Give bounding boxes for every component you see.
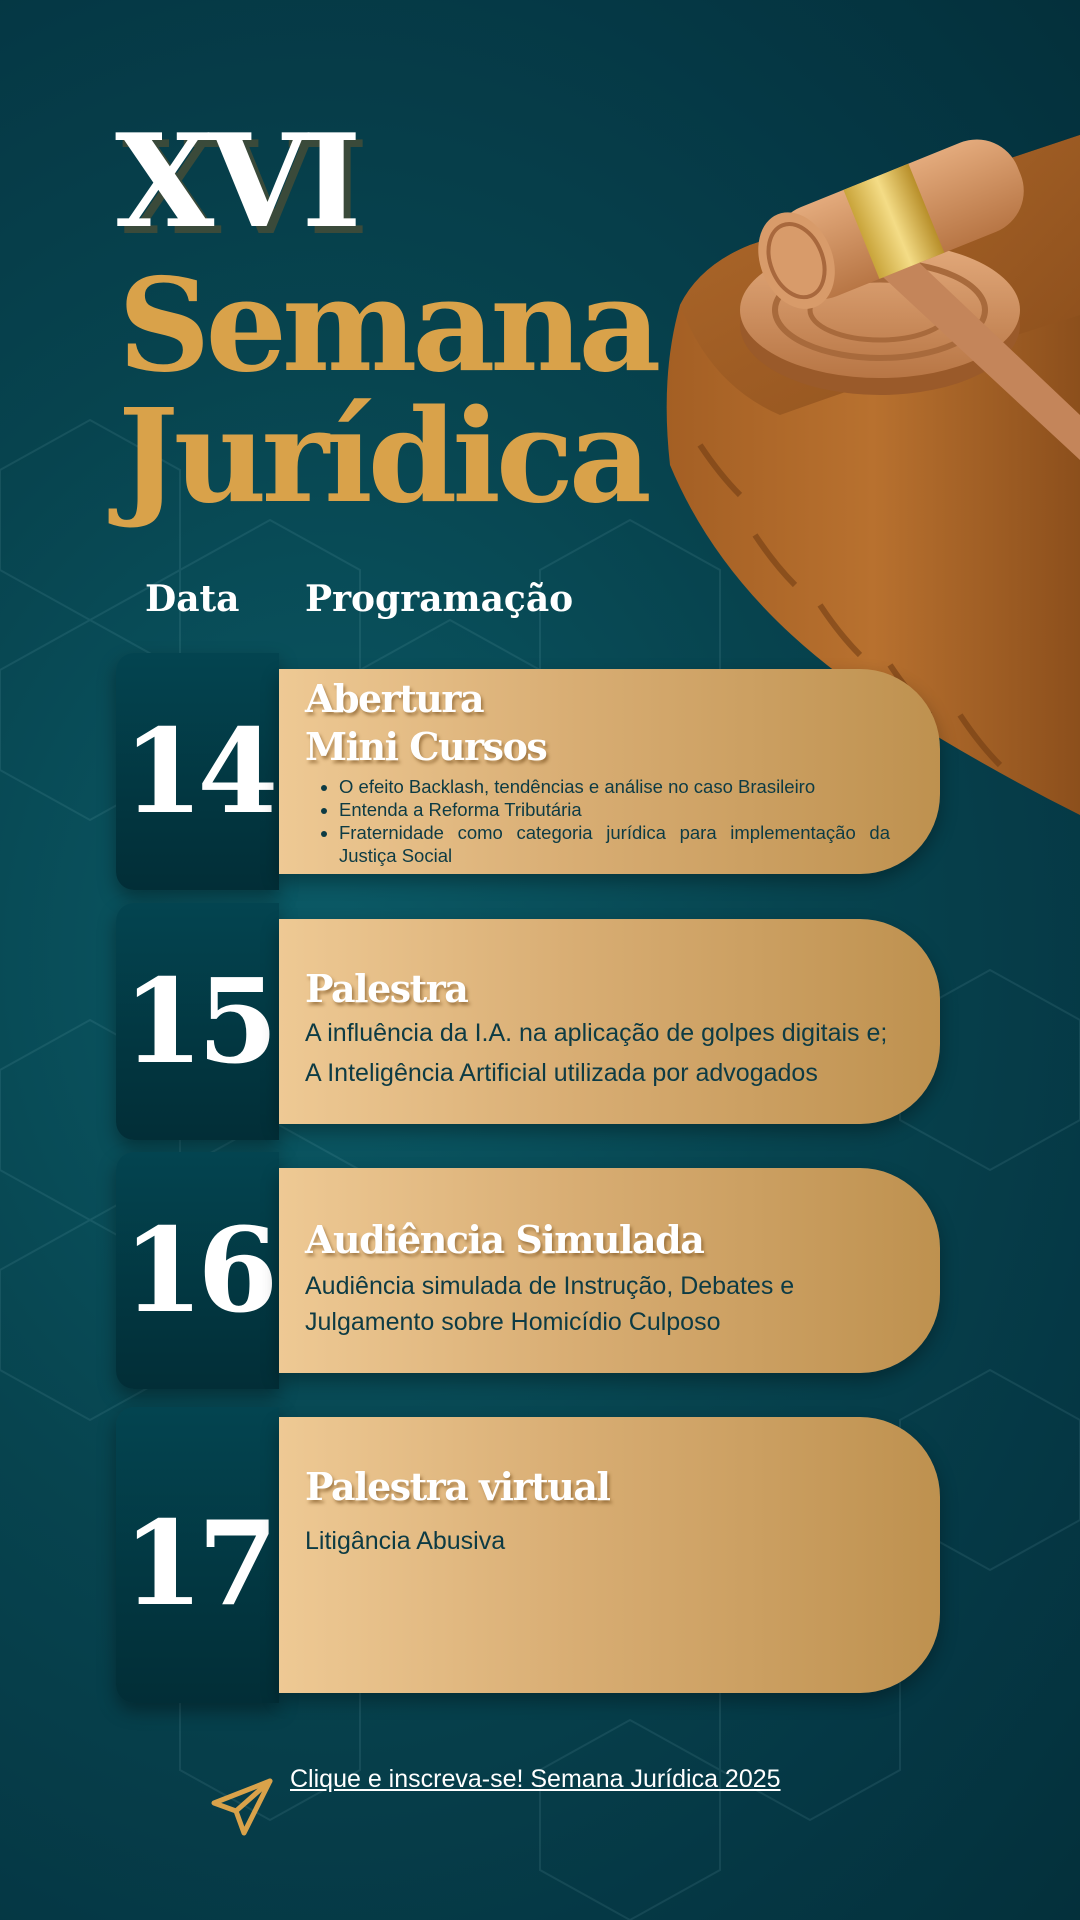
send-icon [210, 1775, 274, 1839]
program-description: Litigância Abusiva [305, 1527, 506, 1555]
date-number: 17 [122, 1495, 273, 1632]
schedule-row [116, 1152, 940, 1389]
event-title-line2: Jurídica [118, 382, 647, 532]
date-box [116, 653, 279, 890]
date-box [116, 903, 279, 1140]
date-number: 15 [122, 953, 273, 1090]
date-box [116, 1407, 279, 1703]
program-card [279, 1417, 940, 1693]
registration-link[interactable]: Clique e inscreva-se! Semana Jurídica 2025 [290, 1765, 781, 1793]
date-number: 16 [122, 1202, 273, 1339]
date-column-header: Data [145, 578, 240, 620]
program-description: A influência da I.A. na aplicação de golpes digitais e; [305, 1019, 888, 1047]
program-card [279, 1168, 940, 1373]
program-title: Abertura [305, 676, 484, 721]
event-title-line1: Semana [118, 251, 657, 401]
list-item: • O efeito Backlash, tendências e análise no caso Brasileiro [339, 775, 890, 798]
program-description: Audiência simulada de Instrução, Debates e [305, 1272, 795, 1300]
edition-title: XVI [115, 107, 356, 257]
date-number: 14 [122, 703, 273, 840]
program-description: Julgamento sobre Homicídio Culposo [305, 1308, 721, 1336]
program-title: Palestra [305, 966, 468, 1011]
program-card [279, 919, 940, 1124]
schedule-row [116, 1407, 940, 1703]
program-title: Palestra virtual [305, 1464, 610, 1509]
mini-course-list [305, 775, 890, 867]
list-item: • Fraternidade como categoria jurídica para implementação da Justiça Social [339, 821, 890, 867]
date-box [116, 1152, 279, 1389]
program-column-header: Programação [305, 578, 574, 620]
program-card [279, 669, 940, 874]
schedule-row [116, 653, 940, 890]
schedule-row [116, 903, 940, 1140]
list-item: • Entenda a Reforma Tributária [339, 798, 890, 821]
program-title: Audiência Simulada [305, 1217, 704, 1262]
program-description: A Inteligência Artificial utilizada por advogados [305, 1059, 818, 1087]
program-title: Mini Cursos [305, 724, 547, 769]
